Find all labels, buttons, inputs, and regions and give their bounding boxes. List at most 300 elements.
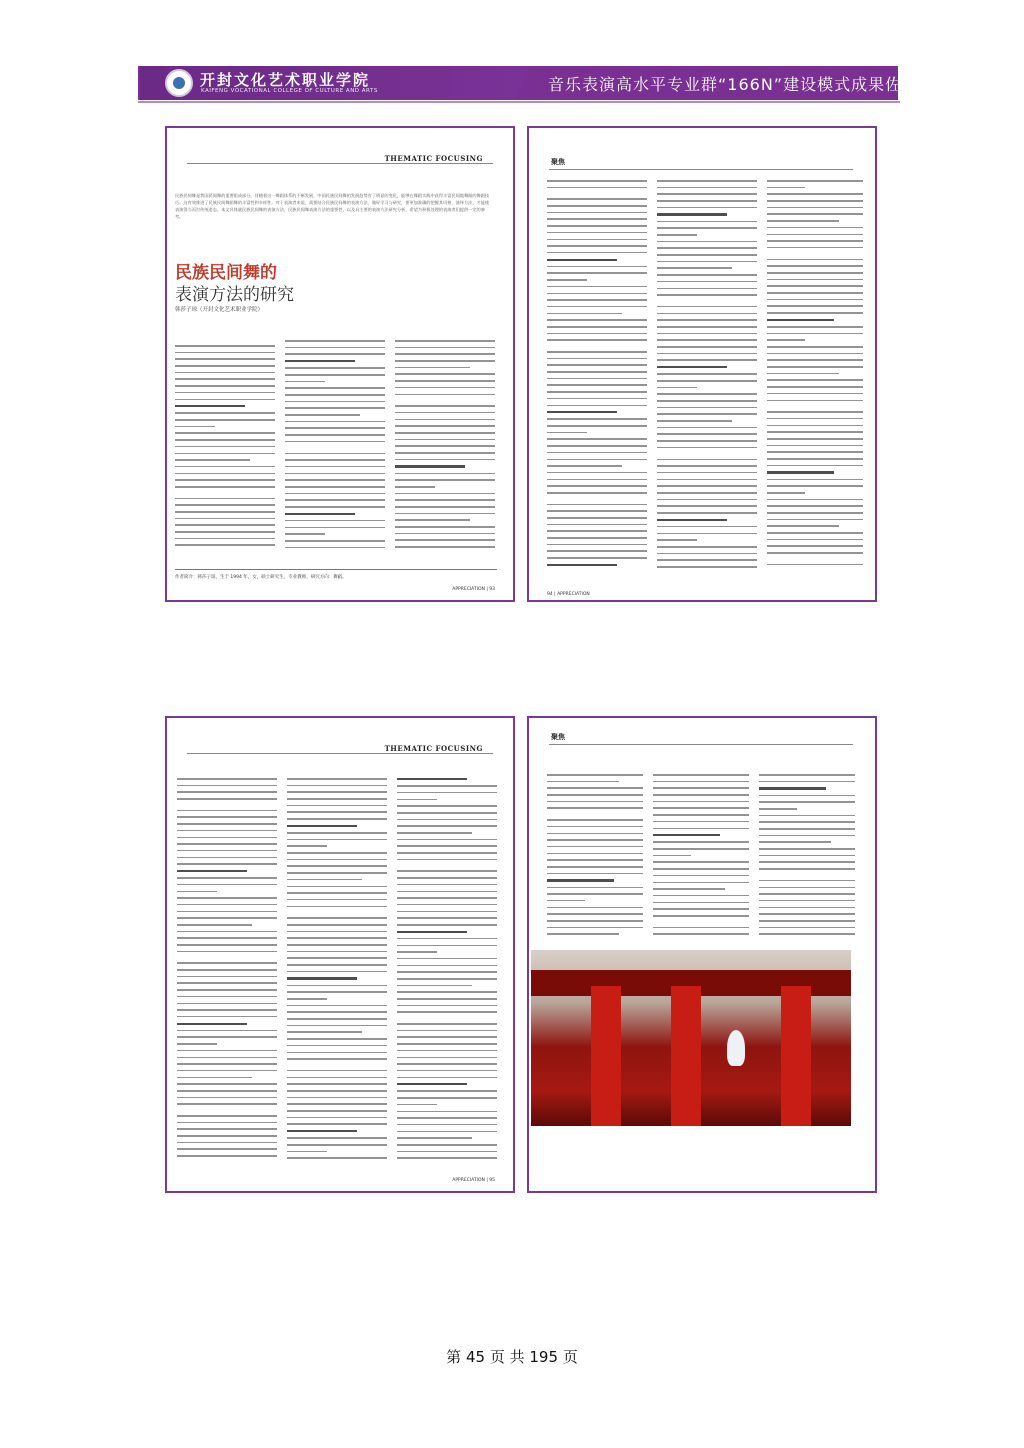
text-line [175,538,275,540]
text-line [285,441,385,443]
text-line [287,1157,387,1159]
text-line [285,340,385,342]
text-column [177,778,277,1168]
text-line [175,439,275,441]
text-line [653,794,749,796]
text-line [395,479,495,481]
text-line [175,473,275,475]
text-line [287,1045,387,1047]
text-line [767,339,805,341]
text-line [767,512,863,514]
text-line [547,232,647,234]
text-line [397,852,497,854]
text-line [175,392,275,394]
text-line [177,1155,277,1157]
text-line [287,1031,362,1033]
text-line [177,791,277,793]
text-line [177,1148,277,1150]
text-line [653,875,749,877]
text-line [287,1144,387,1146]
text-line [657,227,757,229]
text-line [395,432,495,434]
text-line [767,379,863,381]
text-column [653,774,749,944]
text-line [285,347,385,349]
text-line [397,1043,497,1045]
text-line [547,866,643,868]
text-line [177,1016,277,1018]
text-line [177,1142,277,1144]
text-line [657,313,757,315]
text-line [653,834,720,836]
text-line [177,924,252,926]
text-line [395,353,495,355]
text-line [767,346,863,348]
text-line [177,1023,247,1025]
running-head: THEMATIC FOCUSING [384,154,483,163]
text-line [767,366,863,368]
text-line [395,360,495,362]
text-line [767,299,863,301]
text-line [759,868,855,870]
text-line [287,944,387,946]
text-line [287,1052,387,1054]
text-line [767,386,863,388]
text-line [287,924,387,926]
text-line [547,384,647,386]
text-line [287,1137,387,1139]
text-line [657,187,757,189]
stage-pillar [671,986,701,1126]
text-line [767,564,863,566]
text-line [175,518,275,520]
text-line [657,288,757,290]
text-line [395,387,495,389]
text-line [547,371,647,373]
text-line [177,1122,277,1124]
text-line [287,1151,327,1153]
text-line [177,1057,277,1059]
text-line [285,520,385,522]
text-line [767,532,863,534]
text-line [285,540,385,542]
text-line [657,373,757,375]
text-line [175,358,275,360]
text-line [657,420,732,422]
text-line [653,821,749,823]
text-line [547,537,647,539]
text-line [653,781,749,783]
text-line [287,1097,387,1099]
text-line [759,781,855,783]
text-line [287,1070,387,1072]
text-line [657,433,757,435]
text-line [397,1090,497,1092]
text-column [397,778,497,1168]
text-line [547,819,643,821]
text-line [285,421,385,423]
text-line [547,504,647,506]
text-line [397,998,497,1000]
text-line [177,962,277,964]
text-line [177,996,277,998]
scan-page-95 [165,716,515,1193]
text-line [397,859,497,861]
text-line [767,431,863,433]
article-byline: 韩莎子琼（开封文化艺术职业学院） [175,307,264,313]
text-line [657,247,757,249]
text-line [175,412,275,414]
header-rule [138,101,900,103]
text-line [397,1131,497,1133]
text-line [767,353,863,355]
text-line [767,479,863,481]
text-line [397,1124,497,1126]
text-line [547,826,643,828]
text-line [397,1097,497,1099]
text-line [177,850,277,852]
page-footer: APPRECIATION | 95 [452,1178,495,1183]
text-line [397,1117,497,1119]
text-line [767,499,863,501]
text-line [287,1025,387,1027]
text-line [653,774,749,776]
scan-page-94 [527,126,877,602]
text-line [397,1070,497,1072]
text-line [547,326,647,328]
text-line [177,837,277,839]
text-line [397,931,467,933]
text-line [657,393,757,395]
text-line [657,274,757,276]
text-line [177,904,277,906]
text-line [285,547,385,549]
text-line [653,895,749,897]
text-line [759,880,855,882]
text-line [653,927,749,929]
page-number-total: 195 [529,1348,559,1366]
text-line [397,1063,497,1065]
text-line [547,781,619,783]
text-line [287,798,387,800]
text-line [653,848,749,850]
text-line [285,360,355,362]
text-line [547,378,647,380]
text-line [397,839,497,841]
text-line [177,823,277,825]
text-line [657,427,757,429]
text-line [287,906,387,908]
text-line [287,1090,387,1092]
text-line [287,899,387,901]
text-line [547,465,622,467]
text-line [177,931,277,933]
text-line [397,938,497,940]
text-line [547,801,643,803]
text-line [657,566,757,568]
text-line [395,439,495,441]
text-column [287,778,387,1168]
page-number-prefix: 第 [446,1348,462,1366]
text-line [287,892,387,894]
text-line [397,1011,497,1013]
text-line [547,351,647,353]
text-line [547,411,617,413]
text-line [657,207,757,209]
text-line [287,1005,387,1007]
text-line [397,1036,497,1038]
text-line [547,564,617,566]
text-line [395,425,495,427]
text-line [657,539,697,541]
text-line [395,405,495,407]
text-line [547,418,647,420]
text-line [547,358,647,360]
text-line [287,971,387,973]
text-line [653,814,749,816]
text-line [653,828,749,830]
text-line [657,254,757,256]
text-line [177,1030,277,1032]
text-line [767,411,863,413]
text-line [653,908,749,910]
running-head: 聚焦 [551,158,565,166]
text-line [657,234,697,236]
text-line [397,924,497,926]
text-line [767,247,863,249]
text-line [767,539,863,541]
text-line [657,241,757,243]
text-line [287,1130,357,1132]
text-column [285,340,385,560]
text-line [547,873,643,875]
text-line [767,259,863,261]
text-line [767,207,863,209]
text-line [759,835,855,837]
stage-pillar [781,986,811,1126]
text-line [287,998,327,1000]
text-line [397,911,497,913]
text-line [547,859,643,861]
text-line [177,897,277,899]
text-line [177,1070,277,1072]
text-line [175,378,275,380]
text-line [397,825,497,827]
running-head: THEMATIC FOCUSING [384,744,483,753]
text-line [175,498,275,500]
text-line [547,452,647,454]
text-line [397,1083,467,1085]
text-line [759,907,855,909]
text-line [285,434,385,436]
footnote-rule [175,569,497,570]
text-line [657,200,757,202]
text-line [397,904,497,906]
text-line [397,917,497,919]
page-footer: APPRECIATION | 93 [452,587,495,592]
text-line [767,451,863,453]
text-line [547,510,647,512]
text-line [397,884,497,886]
text-line [547,293,647,295]
text-line [397,978,497,980]
text-line [285,401,385,403]
text-line [547,846,643,848]
text-line [767,373,839,375]
text-line [657,387,697,389]
text-line [653,882,749,884]
text-line [657,180,757,182]
text-line [397,819,497,821]
text-line [547,900,585,902]
text-line [657,479,757,481]
text-line [287,811,387,813]
text-line [767,319,834,321]
text-line [547,180,647,182]
text-line [175,432,275,434]
text-line [287,1117,387,1119]
text-line [657,294,757,296]
text-line [657,339,757,341]
text-line [175,372,275,374]
text-line [397,951,437,953]
text-line [395,412,495,414]
text-column [657,180,757,580]
text-line [395,394,495,396]
text-line [177,1003,277,1005]
text-line [175,365,275,367]
text-line [767,180,863,182]
text-column [175,340,275,560]
text-line [285,407,385,409]
text-line [287,832,387,834]
text-line [547,907,643,909]
text-line [395,445,495,447]
text-line [175,446,275,448]
text-line [547,887,643,889]
text-line [397,1144,497,1146]
text-line [657,447,757,449]
text-line [177,989,277,991]
text-line [395,459,495,461]
text-line [657,326,757,328]
text-line [175,544,275,546]
text-line [547,517,647,519]
text-line [767,193,863,195]
text-line [759,887,855,889]
text-line [547,839,643,841]
text-line [547,774,643,776]
text-line [547,225,647,227]
text-line [175,385,275,387]
text-line [177,1103,277,1105]
text-line [657,526,757,528]
text-line [657,492,757,494]
text-line [759,848,855,850]
text-line [287,886,387,888]
text-line [657,553,757,555]
text-line [287,845,327,847]
running-head-rule [549,744,853,745]
text-line [547,391,647,393]
text-line [397,1030,497,1032]
text-column [767,180,863,580]
text-line [657,485,757,487]
text-line [547,187,647,189]
text-line [657,400,757,402]
text-line [397,877,497,879]
text-line [767,240,863,242]
text-line [657,359,757,361]
text-line [285,473,385,475]
text-column [547,774,643,944]
text-line [177,951,277,953]
text-line [285,486,385,488]
text-line [397,1137,472,1139]
text-line [657,380,757,382]
text-line [177,884,277,886]
text-line [287,1038,387,1040]
text-line [759,815,855,817]
text-line [175,504,275,506]
text-line [767,312,863,314]
text-line [177,937,277,939]
text-line [547,485,647,487]
text-line [657,533,757,535]
text-line [395,513,495,515]
text-line [285,387,385,389]
text-line [657,306,757,308]
page-number-current: 45 [465,1348,486,1366]
text-line [657,193,757,195]
text-line [547,927,643,929]
text-line [177,1063,277,1065]
text-line [547,544,647,546]
text-line [657,505,757,507]
text-line [759,920,855,922]
text-line [177,891,217,893]
text-line [397,812,497,814]
text-line [395,340,495,342]
text-line [547,333,647,335]
text-line [397,891,497,893]
text-line [767,519,863,521]
text-line [547,266,647,268]
text-line [175,466,275,468]
text-line [177,857,277,859]
text-line [285,459,385,461]
text-line [287,865,387,867]
text-line [547,445,647,447]
scan-page-93 [165,126,515,602]
text-line [177,1135,277,1137]
text-line [767,545,863,547]
text-line [767,187,805,189]
text-line [177,944,277,946]
text-line [767,333,863,335]
text-line [767,458,863,460]
text-line [177,1083,277,1085]
text-line [547,787,643,789]
text-line [287,1018,387,1020]
text-line [287,1077,387,1079]
text-line [397,1023,497,1025]
school-name-en: KAIFENG VOCATIONAL COLLEGE OF CULTURE AND ARTS [201,88,378,94]
text-line [547,286,647,288]
text-line [287,951,387,953]
text-line [177,1097,277,1099]
text-line [175,419,275,421]
